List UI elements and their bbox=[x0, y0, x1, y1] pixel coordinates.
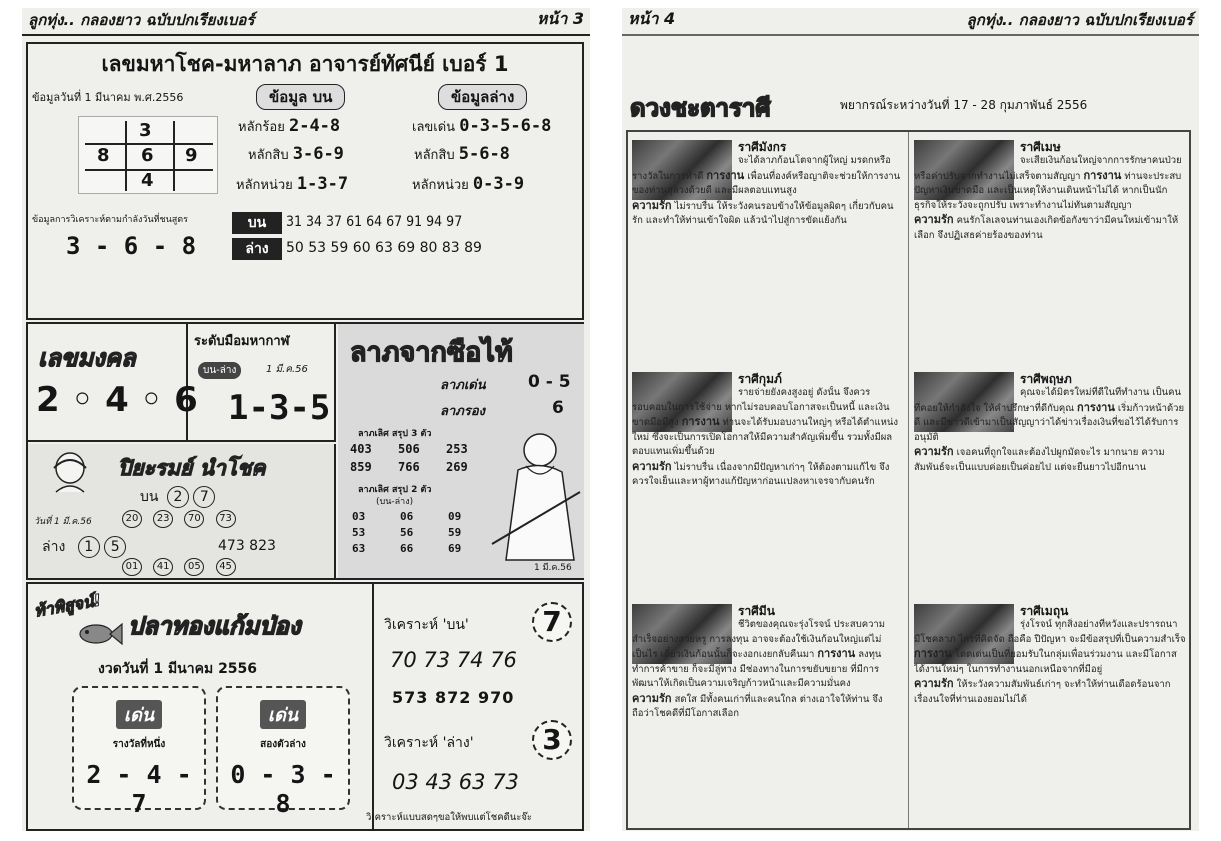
right-page bbox=[622, 8, 1199, 831]
two-4: 53 bbox=[352, 526, 366, 539]
analysis-caption: ข้อมูลการวิเคราะห์ตามกำลังวันที่ชนสูตร bbox=[32, 215, 188, 225]
piyarom-lower-threes: 473 823 bbox=[218, 538, 276, 554]
top-data-box bbox=[26, 42, 584, 320]
lead-value: 0 - 5 bbox=[528, 372, 571, 392]
rakhang-title: ระดับมือมหากาฬ bbox=[194, 334, 290, 349]
box2-label: สองตัวล่าง bbox=[260, 739, 306, 750]
monk-portrait-icon bbox=[46, 450, 94, 494]
two-3: 09 bbox=[448, 510, 462, 523]
challenge-footer: วิเคราะห์แบบสดๆขอให้พบแต่โชคดีนะจ๊ะ bbox=[366, 812, 533, 823]
rakhang-panel bbox=[188, 324, 336, 442]
challenge-box bbox=[26, 582, 584, 831]
data-date: ข้อมูลวันที่ 1 มีนาคม พ.ศ.2556 bbox=[32, 91, 184, 104]
upper-badge: 7 bbox=[532, 602, 572, 642]
piyarom-upper: บน 2 7 bbox=[140, 486, 215, 508]
sign-text: จะได้ลาภก้อนโตจากผู้ใหญ่ มรดกหรือรางวัลในการทำดี การงาน เพื่อนที่องค์หรือญาติจะช่วยให้การงานของท่านลุล่วงด้วยดี และมีผลตอบแทนสูง ความรัก ไม่ราบรื่น ให้ระวังคนรอบข้างให้ข้อมูลผิดๆ เกี่ยวกับคนรัก และทำให้ท่านเข้าใจผิด แล้วนำไปสู่การขัดแย้งกัน bbox=[632, 155, 901, 226]
lower-badge: 3 bbox=[532, 720, 572, 760]
horoscope-subtitle: พยากรณ์ระหว่างวันที่ 17 - 28 กุมภาพันธ์ 2556 bbox=[840, 98, 1088, 112]
analysis-upper-label: บน bbox=[232, 212, 282, 234]
analysis-value: 3 - 6 - 8 bbox=[66, 232, 197, 260]
piyarom-upper-pairs: 20 23 70 73 bbox=[122, 510, 236, 528]
top3-d: 859 bbox=[350, 460, 372, 474]
piyarom-lower-pairs: 01 41 05 45 bbox=[122, 558, 236, 576]
grid-right: 9 bbox=[185, 145, 198, 166]
two-2: 06 bbox=[400, 510, 414, 523]
sign-text: รายจ่ายยังคงสูงอยู่ ดังนั้น จึงควรรอบคอบในการใช้จ่าย หากไม่รอบคอบโอกาสจะเป็นหนี้ และเงินขาดมือมีสูง การงาน ท่านจะได้รับมอบงานใหญ่ๆ หรือได้ตำแหน่งใหม่ ซึ่งจะเป็นการเปิดโอกาสให้มีความสำคัญเพิ่มขึ้น รวมทั้งมีผลตอบแทนเพิ่มขึ้นด้วย ความรัก ไม่ราบรื่น เนื่องจากมีปัญหาเก่าๆ ให้ต้องตามแก้ไข จึงควรใจเย็นและหาผู้ทางแก้ปัญหาก่อนแปลงหาเจรจากับคนรัก bbox=[632, 387, 899, 487]
piyarom-date: วันที่ 1 มี.ค.56 bbox=[34, 517, 92, 527]
box2-tag: เด่น bbox=[260, 700, 306, 729]
top3-f: 269 bbox=[446, 460, 468, 474]
number-grid bbox=[78, 116, 218, 194]
right-page-header bbox=[622, 8, 1199, 36]
piyarom-lower: ล่าง 1 5 bbox=[42, 536, 126, 558]
upper-row-1: หลักร้อย 2-4-8 bbox=[238, 116, 341, 136]
piyarom-panel bbox=[28, 444, 336, 578]
left-header-title: ลูกทุ่ง.. กลองยาว ฉบับปกเรียงเบอร์ bbox=[28, 11, 255, 29]
two-1: 03 bbox=[352, 510, 366, 523]
first-prize-box bbox=[72, 686, 206, 818]
left-page-header bbox=[22, 8, 590, 36]
upper-row-3: หลักหน่วย 1-3-7 bbox=[236, 174, 349, 194]
three-nums: 573 872 970 bbox=[392, 688, 515, 707]
sign-aries bbox=[910, 132, 1190, 364]
box1-value: 2 - 4 - 7 bbox=[86, 760, 192, 818]
analysis-lower-label: ล่าง bbox=[232, 238, 282, 260]
challenge-tag: ท้าพิสูจน์! bbox=[32, 590, 103, 621]
lower-nums: 03 43 63 73 bbox=[392, 770, 519, 794]
analysis-lower-nums: 50 53 59 60 63 69 80 83 89 bbox=[286, 240, 482, 256]
box2-value: 0 - 3 - 8 bbox=[230, 760, 336, 818]
top3-b: 506 bbox=[398, 442, 420, 456]
two-digit-box bbox=[216, 686, 350, 818]
lower-title: วิเคราะห์ 'ล่าง' bbox=[384, 735, 474, 751]
piyarom-title: ปิยะรมย์ นำโชค bbox=[118, 456, 266, 480]
lead-label: ลาภเด่น bbox=[440, 378, 486, 393]
upper-data-title: ข้อมูล บน bbox=[256, 84, 345, 110]
lekmongkol-numbers: 2 ◦ 4 ◦ 6 bbox=[36, 380, 198, 420]
sign-pisces bbox=[628, 596, 908, 828]
upper-title: วิเคราะห์ 'บน' bbox=[384, 617, 469, 633]
lower-row-3: หลักหน่วย 0-3-9 bbox=[412, 174, 525, 194]
goldfish-icon bbox=[76, 620, 124, 648]
grid-bottom: 4 bbox=[141, 170, 154, 191]
two-title: ลาภเลิศ สรุป 2 ตัว bbox=[358, 485, 432, 495]
analysis-upper-nums: 31 34 37 61 64 67 91 94 97 bbox=[286, 214, 463, 230]
grid-mid: 6 bbox=[141, 145, 154, 166]
lekmongkol-panel bbox=[28, 324, 198, 442]
upper-row-2: หลักสิบ 3-6-9 bbox=[248, 144, 344, 164]
horoscope-box bbox=[626, 130, 1191, 830]
top3-e: 766 bbox=[398, 460, 420, 474]
sign-name: ราศีเมษ bbox=[1020, 140, 1061, 154]
sign-name: ราศีเมถุน bbox=[1020, 604, 1069, 618]
lower-row-2: หลักสิบ 5-6-8 bbox=[414, 144, 510, 164]
upper-nums: 70 73 74 76 bbox=[390, 648, 517, 672]
zue-thai-panel bbox=[338, 324, 584, 578]
sign-aquarius bbox=[628, 364, 908, 596]
middle-box bbox=[26, 322, 584, 580]
second-value: 6 bbox=[552, 398, 564, 418]
horoscope-title: ดวงชะตาราศี bbox=[630, 94, 771, 122]
right-header-title: ลูกทุ่ง.. กลองยาว ฉบับปกเรียงเบอร์ bbox=[966, 11, 1193, 29]
left-page-number: หน้า 3 bbox=[536, 9, 584, 28]
zue-thai-date: 1 มี.ค.56 bbox=[534, 563, 572, 573]
sign-text: คุณจะได้มิตรใหม่ที่ดีในที่ทำงาน เป็นคนที่คอยให้กำลังใจ ให้คำปรึกษาที่ดีกับคุณ การงาน เริ่มก้าวหน้าด้วยดี และมีข่าวดีเข้ามาเป็นสัญญาว่าได้ข่าวเรื่องเงินที่ขอไว้ได้รับการอนุมัติ ความรัก เจอคนที่ถูกใจและต้องไปผูกมัดจะไร มากนาย ความสัมพันธ์จะเป็นแบบค่อยเป็นค่อยไป แต่จะยืนยาวไปอีกนาน bbox=[914, 387, 1185, 473]
grid-left: 8 bbox=[97, 145, 110, 166]
sign-gemini bbox=[910, 596, 1190, 828]
sign-name: ราศีมังกร bbox=[738, 140, 787, 154]
two-sub: (บน-ล่าง) bbox=[376, 497, 414, 507]
two-8: 66 bbox=[400, 542, 414, 555]
challenge-title: ปลาทองแก้มป่อง bbox=[128, 612, 301, 640]
sign-text: รุ่งโรจน์ ทุกสิ่งอย่างที่หวังและปรารถนา มีโชคลาภ ไกรที่คิดจัด ถือคือ ปีปัญหา จะมีข้อสรุปที่เป็นความสำเร็จ การงาน โดดเด่นเป็นที่ยอมรับในกลุ่มเพื่อนร่วมงาน และมีโอกาสได้งานใหม่ๆ ในการทำงานนอกเหนือจากที่มีอยู่ ความรัก ให้ระวังความสัมพันธ์เก่าๆ จะทำให้ท่านเดือดร้อนจากเรื่องนใจที่ท่านเองยอมไม่ได้ bbox=[914, 619, 1186, 705]
two-9: 69 bbox=[448, 542, 462, 555]
sign-name: ราศีพฤษภ bbox=[1020, 372, 1072, 386]
sign-capricorn bbox=[628, 132, 908, 364]
top3-a: 403 bbox=[350, 442, 372, 456]
lekmongkol-title: เลขมงคล bbox=[38, 344, 136, 372]
grid-top: 3 bbox=[139, 120, 152, 141]
box1-tag: เด่น bbox=[116, 700, 162, 729]
box1-label: รางวัลที่หนึ่ง bbox=[112, 739, 166, 750]
sign-text: ชีวิตของคุณจะรุ่งโรจน์ ประสบความสำเร็จอย่างสวยหรู การลงทุน อาจจะต้องใช้เงินก้อนใหญ่แต่ไม่เป็นไร เดี๋ยวเงินก้อนนั้นก็จะงอกเงยกลับคืนมา การงาน ลงทุนทำการค้าขาย ก็จะมีลู่ทาง มีช่องทางในการขยับขยาย ที่มีการพัฒนาให้เกิดเป็นความเจริญก้าวหน้าและมีความมั่นคง ความรัก สดใส มีทั้งคนเก่าที่และคนใกล ต่างเอาใจให้ท่าน จึงถือว่าโชคดีที่มีโอกาสเลือก bbox=[632, 619, 886, 719]
left-page bbox=[22, 8, 590, 831]
banner-title: เลขมหาโชค-มหาลาภ อาจารย์ทัศนีย์ เบอร์ 1 bbox=[101, 52, 509, 76]
rakhang-value: 1-3-5 bbox=[228, 388, 331, 428]
lower-data-title: ข้อมูลล่าง bbox=[438, 84, 527, 110]
sign-name: ราศีกุมภ์ bbox=[738, 372, 782, 386]
two-5: 56 bbox=[400, 526, 414, 539]
sign-text: จะเสียเงินก้อนใหญ่จากการรักษาคนป่วย หรือค่าปรับจากทำงานไม่เสร็จตามสัญญา การงาน ท่านจะประสบปัญหาเงินขาดมือ และเป็นเหตุให้งานเดินหน้าไม่ได้ หากเป็นนักธุรกิจให้ระวังจะถูกปรับ เพราะทำงานไม่ทันตามสัญญา ความรัก คนรักโลเลจนท่านเองเกิดข้อกังขาว่ามีคนใหม่เข้ามาให้เลือก จึงปฏิเสธค่ายร้องของท่าน bbox=[914, 155, 1182, 241]
two-7: 63 bbox=[352, 542, 366, 555]
sign-name: ราศีมีน bbox=[738, 604, 775, 618]
draw-date: งวดวันที่ 1 มีนาคม 2556 bbox=[98, 661, 258, 677]
zue-thai-title: ลาภจากซือไท้ bbox=[350, 337, 513, 368]
sign-taurus bbox=[910, 364, 1190, 596]
top3-c: 253 bbox=[446, 442, 468, 456]
rakhang-tag: บน-ล่าง bbox=[198, 362, 241, 379]
challenge-left bbox=[28, 584, 374, 829]
top3-title: ลาภเลิศ สรุป 3 ตัว bbox=[358, 429, 432, 439]
hermit-illustration bbox=[488, 420, 584, 570]
rakhang-date: 1 มี.ค.56 bbox=[266, 364, 308, 375]
lower-row-1: เลขเด่น 0-3-5-6-8 bbox=[412, 116, 552, 136]
two-6: 59 bbox=[448, 526, 462, 539]
second-label: ลาภรอง bbox=[440, 404, 485, 419]
right-page-number: หน้า 4 bbox=[628, 9, 676, 28]
